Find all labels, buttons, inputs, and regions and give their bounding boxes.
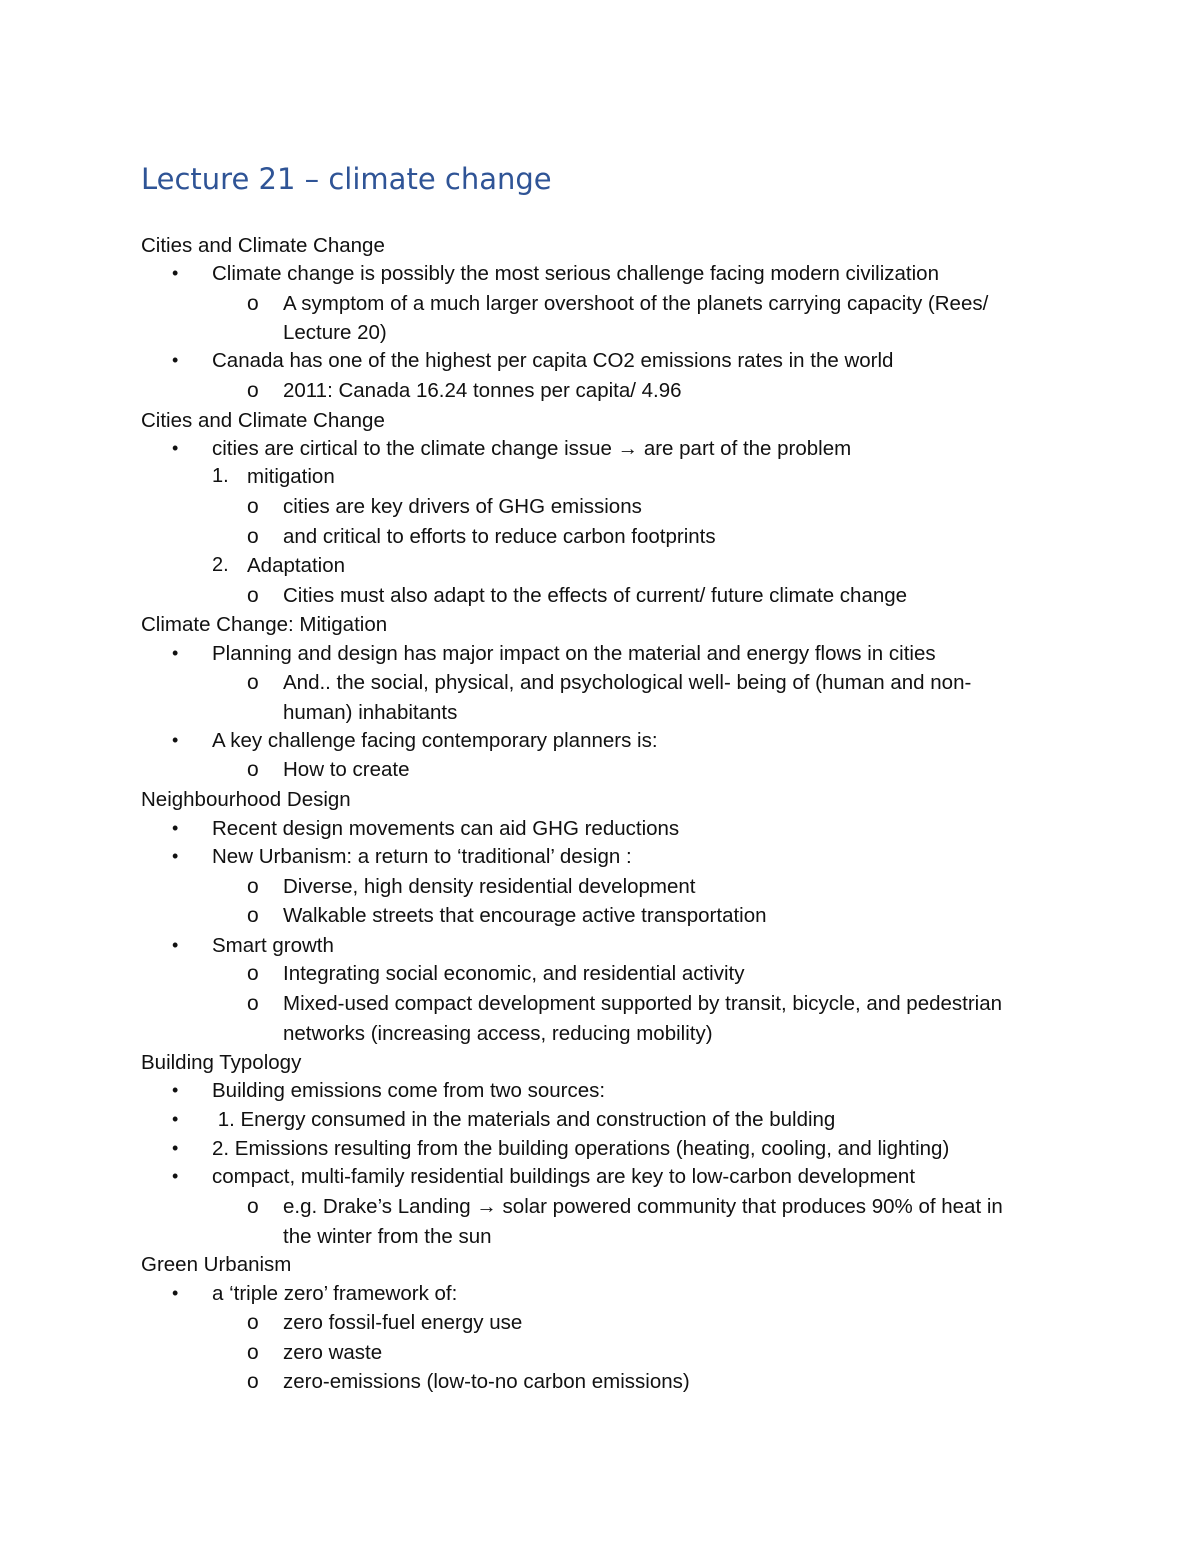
sub-list-item-text: Cities must also adapt to the effects of current/ future climate change xyxy=(283,584,908,607)
section-heading-text: Climate Change: Mitigation xyxy=(141,613,388,636)
list-item xyxy=(172,1105,836,1134)
list-item-text: Canada has one of the highest per capita CO2 emissions rates in the world xyxy=(212,349,894,372)
section-heading xyxy=(141,231,385,260)
section-heading xyxy=(141,1048,301,1077)
circle-bullet-icon: o xyxy=(247,992,259,1015)
list-item-text: New Urbanism: a return to ‘traditional’ design : xyxy=(212,845,632,868)
sub-list-item-text: Walkable streets that encourage active transportation xyxy=(283,904,767,927)
list-item-text: Planning and design has major impact on the material and energy flows in cities xyxy=(212,642,936,665)
list-item-text: 1. Energy consumed in the materials and construction of the bulding xyxy=(212,1108,836,1131)
bullet-icon: • xyxy=(172,1283,179,1303)
list-item-text: Smart growth xyxy=(212,934,334,957)
circle-bullet-icon: o xyxy=(247,671,259,694)
list-item xyxy=(172,259,939,288)
circle-bullet-icon: o xyxy=(247,525,259,548)
list-item-text: Recent design movements can aid GHG reductions xyxy=(212,817,680,840)
circle-bullet-icon: o xyxy=(247,584,259,607)
section-heading xyxy=(141,785,351,814)
circle-bullet-icon: o xyxy=(247,1341,259,1364)
list-item xyxy=(172,1134,950,1163)
list-item-text: A key challenge facing contemporary planners is: xyxy=(212,729,658,752)
circle-bullet-icon: o xyxy=(247,1370,259,1393)
section-heading-text: Building Typology xyxy=(141,1051,302,1074)
sub-list-item-text: 2011: Canada 16.24 tonnes per capita/ 4.96 xyxy=(283,379,682,402)
list-item xyxy=(172,1076,606,1105)
bullet-icon: • xyxy=(172,1166,179,1186)
list-item xyxy=(172,1162,916,1191)
sub-list-item-text: zero waste xyxy=(283,1341,383,1364)
bullet-icon: • xyxy=(172,1109,179,1129)
sub-list-item-text: How to create xyxy=(283,758,410,781)
sub-list-item xyxy=(247,872,696,901)
circle-bullet-icon: o xyxy=(247,292,259,315)
sub-list-item-continuation xyxy=(283,1222,492,1251)
bullet-icon: • xyxy=(172,846,179,866)
section-heading xyxy=(141,610,387,639)
sub-list-item xyxy=(247,522,716,551)
sub-list-item-text: and critical to efforts to reduce carbon footprints xyxy=(283,525,716,548)
section-heading-text: Neighbourhood Design xyxy=(141,788,351,811)
section-heading-text: Cities and Climate Change xyxy=(141,234,385,257)
sub-list-item-text: A symptom of a much larger overshoot of the planets carrying capacity (Rees/ xyxy=(283,292,989,315)
circle-bullet-icon: o xyxy=(247,904,259,927)
sub-list-item-text: networks (increasing access, reducing mobility) xyxy=(283,1022,713,1045)
sub-list-item-text: Lecture 20) xyxy=(283,321,387,344)
sub-list-item-text: Integrating social economic, and residential activity xyxy=(283,962,745,985)
list-item xyxy=(172,434,852,463)
sub-list-item xyxy=(247,1192,1003,1221)
list-item-text: Building emissions come from two sources: xyxy=(212,1079,606,1102)
numbered-item-text: Adaptation xyxy=(247,554,346,577)
sub-list-item-continuation xyxy=(283,698,457,727)
section-heading-text: Cities and Climate Change xyxy=(141,409,385,432)
sub-list-item-continuation xyxy=(283,1019,713,1048)
list-item-text: a ‘triple zero’ framework of: xyxy=(212,1282,458,1305)
numbered-item-text: mitigation xyxy=(247,465,335,488)
circle-bullet-icon: o xyxy=(247,379,259,402)
sub-list-item-text: Mixed-used compact development supported by transit, bicycle, and pedestrian xyxy=(283,992,1003,1015)
item-number: 1. xyxy=(212,465,229,487)
sub-list-item-text: human) inhabitants xyxy=(283,701,458,724)
bullet-icon: • xyxy=(172,730,179,750)
sub-list-item xyxy=(247,492,642,521)
sub-list-item-text: And.. the social, physical, and psychological well- being of (human and non- xyxy=(283,671,972,694)
list-item-text: compact, multi-family residential buildings are key to low-carbon development xyxy=(212,1165,916,1188)
list-item xyxy=(172,1279,458,1308)
bullet-icon: • xyxy=(172,1138,179,1158)
sub-list-item-continuation xyxy=(283,318,387,347)
circle-bullet-icon: o xyxy=(247,1311,259,1334)
sub-list-item xyxy=(247,1338,383,1367)
sub-list-item xyxy=(247,376,682,405)
sub-list-item xyxy=(247,1367,690,1396)
sub-list-item xyxy=(247,668,972,697)
sub-list-item-text: zero-emissions (low-to-no carbon emissions) xyxy=(283,1370,690,1393)
sub-list-item xyxy=(247,959,745,988)
list-item xyxy=(172,814,680,843)
circle-bullet-icon: o xyxy=(247,758,259,781)
list-item xyxy=(172,931,334,960)
list-item-text: 2. Emissions resulting from the building operations (heating, cooling, and lighting) xyxy=(212,1137,950,1160)
circle-bullet-icon: o xyxy=(247,495,259,518)
section-heading-text: Green Urbanism xyxy=(141,1253,292,1276)
bullet-icon: • xyxy=(172,818,179,838)
list-item xyxy=(172,639,936,668)
sub-list-item xyxy=(247,1308,523,1337)
sub-list-item xyxy=(247,581,908,610)
sub-list-item xyxy=(247,289,989,318)
sub-list-item-text: e.g. Drake’s Landing → solar powered community that produces 90% of heat in xyxy=(283,1195,1003,1218)
list-item xyxy=(172,842,632,871)
bullet-icon: • xyxy=(172,1080,179,1100)
section-heading xyxy=(141,406,385,435)
bullet-icon: • xyxy=(172,350,179,370)
circle-bullet-icon: o xyxy=(247,962,259,985)
sub-list-item xyxy=(247,989,1003,1018)
numbered-item xyxy=(212,551,345,580)
bullet-icon: • xyxy=(172,438,179,458)
list-item-text: cities are cirtical to the climate change issue → are part of the problem xyxy=(212,437,852,460)
numbered-item xyxy=(212,462,335,491)
bullet-icon: • xyxy=(172,643,179,663)
sub-list-item xyxy=(247,755,410,784)
circle-bullet-icon: o xyxy=(247,1195,259,1218)
sub-list-item-text: Diverse, high density residential development xyxy=(283,875,696,898)
bullet-icon: • xyxy=(172,935,179,955)
sub-list-item-text: zero fossil-fuel energy use xyxy=(283,1311,523,1334)
list-item xyxy=(172,346,894,375)
page-title: Lecture 21 – climate change xyxy=(141,162,552,196)
sub-list-item-text: the winter from the sun xyxy=(283,1225,492,1248)
sub-list-item-text: cities are key drivers of GHG emissions xyxy=(283,495,642,518)
list-item-text: Climate change is possibly the most serious challenge facing modern civilization xyxy=(212,262,939,285)
section-heading xyxy=(141,1250,291,1279)
list-item xyxy=(172,726,658,755)
item-number: 2. xyxy=(212,554,229,576)
bullet-icon: • xyxy=(172,263,179,283)
sub-list-item xyxy=(247,901,767,930)
circle-bullet-icon: o xyxy=(247,875,259,898)
